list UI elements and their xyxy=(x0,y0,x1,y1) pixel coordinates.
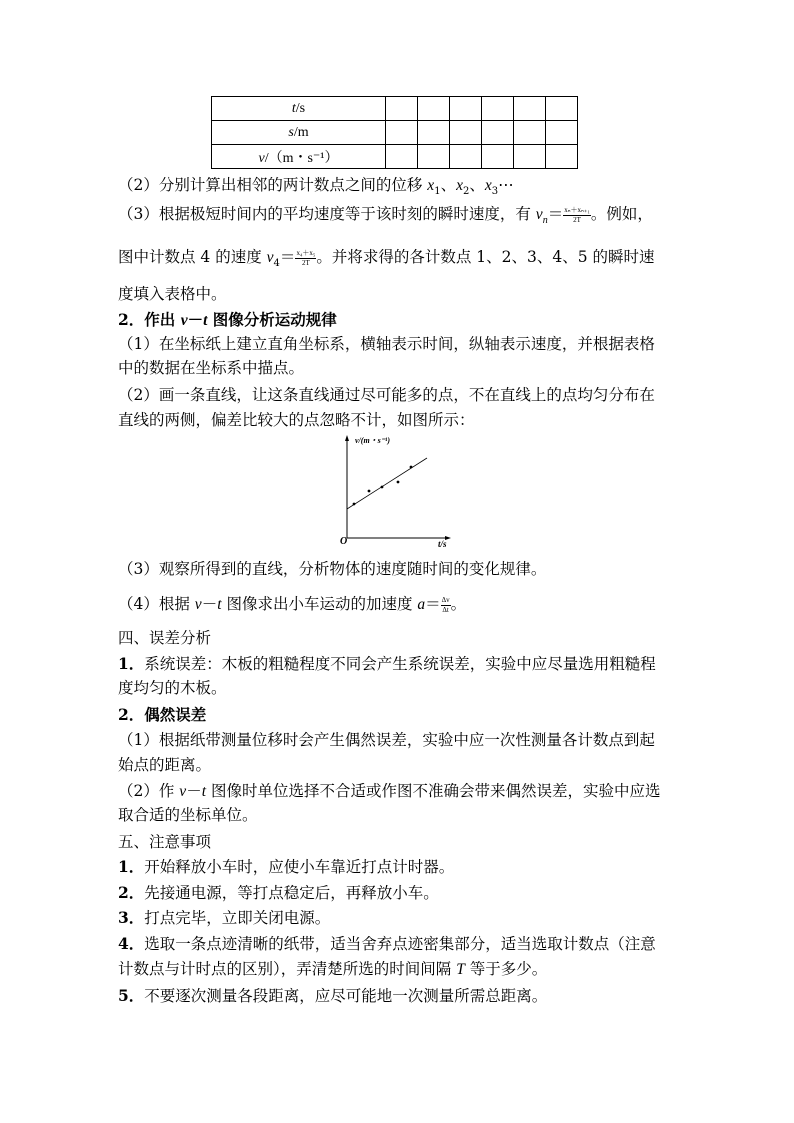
row-unit: /（m・s⁻¹） xyxy=(264,150,339,166)
item-text: 计数点与计时点的区别），弄清楚所选的时间间隔 xyxy=(118,960,457,978)
equals: ＝ xyxy=(547,205,564,223)
table-cell xyxy=(386,97,418,121)
graph-xlabel: t/s xyxy=(438,539,447,548)
table-row xyxy=(212,145,578,169)
s5-item-4-line-2 xyxy=(118,959,547,980)
item-number: 3． xyxy=(118,908,145,927)
table-row xyxy=(212,97,578,121)
table-cell xyxy=(514,97,546,121)
data-point xyxy=(368,490,371,493)
minus: － xyxy=(186,782,202,800)
vt-graph xyxy=(335,432,465,548)
v4-fraction xyxy=(295,249,316,268)
section-2-title xyxy=(118,310,337,331)
row-variable: s xyxy=(288,124,294,140)
para-middle: 图像求出小车运动的加速度 xyxy=(221,595,418,613)
table-cell xyxy=(546,145,578,169)
s2-para-6 xyxy=(118,594,466,615)
item-text: 打点完毕，立即关闭电源。 xyxy=(144,909,331,927)
sep-2: 、 xyxy=(469,176,485,194)
var-t: t xyxy=(217,596,222,613)
item-text: 开始释放小车时，应使小车靠近打点计时器。 xyxy=(144,858,455,876)
row-unit: /s xyxy=(295,100,306,116)
var-x1: x xyxy=(427,177,435,194)
data-point xyxy=(353,503,356,506)
data-point xyxy=(381,486,384,489)
sub-1: 1 xyxy=(434,186,441,198)
row-header xyxy=(212,145,386,169)
fill-table-line: 度填入表格中。 xyxy=(118,285,227,303)
section-5-heading: 五、注意事项 xyxy=(118,833,212,851)
period: 。 xyxy=(450,595,467,613)
table-cell xyxy=(386,121,418,145)
accel-fraction xyxy=(441,596,451,615)
item-number: 5． xyxy=(118,986,145,1005)
data-point xyxy=(410,466,413,469)
data-point xyxy=(397,481,400,484)
fit-line xyxy=(347,458,427,509)
s2-para-1: （1）在坐标纸上建立直角坐标系，横轴表示时间，纵轴表示速度，并根据表格 xyxy=(118,335,655,353)
item-number: 2． xyxy=(118,883,145,902)
title-prefix: 2．作出 xyxy=(118,310,181,329)
table-cell xyxy=(450,145,482,169)
row-unit: /m xyxy=(293,124,309,140)
item-text: 选取一条点迹清晰的纸带，适当舍弃点迹密集部分，适当选取计数点（注意 xyxy=(144,935,656,953)
table-cell xyxy=(386,145,418,169)
table-cell xyxy=(514,145,546,169)
s2-para-2: 中的数据在坐标系中描点。 xyxy=(118,359,305,377)
graph-ylabel: v/(m・s⁻¹) xyxy=(355,436,391,445)
row-header xyxy=(212,121,386,145)
table-cell xyxy=(482,97,514,121)
equals: ＝ xyxy=(425,595,441,613)
step-2-text: （2）分别计算出相邻的两计数点之间的位移 xyxy=(118,176,428,194)
graph-origin: O xyxy=(340,536,348,547)
s5-item-3 xyxy=(118,908,330,928)
s4-item-1-line-2: 度均匀的木板。 xyxy=(118,679,227,697)
var-t: t xyxy=(203,312,208,329)
var-v4: v xyxy=(266,249,274,266)
frac-den: 2T xyxy=(301,258,310,267)
sub-3: 3 xyxy=(491,186,499,198)
table-cell xyxy=(418,97,450,121)
var-T: T xyxy=(456,961,465,978)
equals: ＝ xyxy=(279,248,296,266)
table-cell xyxy=(546,97,578,121)
v4-text: 图中计数点 4 的速度 xyxy=(118,248,267,266)
frac-num: Δv xyxy=(441,595,450,604)
row-variable: v xyxy=(258,150,265,166)
s4-item-2-para-3 xyxy=(118,781,660,802)
para-suffix: 图像时单位选择不合适或作图不准确会带来偶然误差，实验中应选 xyxy=(206,782,661,800)
item-number: 1． xyxy=(118,857,145,876)
item-text: 系统误差：木板的粗糙程度不同会产生系统误差，实验中应尽量选用粗糙程 xyxy=(144,655,656,673)
s5-item-4-line-1 xyxy=(118,934,656,954)
s5-item-2 xyxy=(118,883,439,903)
table-cell xyxy=(418,145,450,169)
table-cell xyxy=(450,97,482,121)
sub-4: 4 xyxy=(273,258,280,270)
frac-num: x₄＋x₅ xyxy=(296,248,316,257)
var-x3: x xyxy=(484,177,492,194)
table-cell xyxy=(450,121,482,145)
s4-item-2-title: 2．偶然误差 xyxy=(118,705,207,724)
step-2-line xyxy=(118,175,514,202)
para-prefix: （2）作 xyxy=(118,782,180,800)
s2-para-5: （3）观察所得到的直线，分析物体的速度随时间的变化规律。 xyxy=(118,560,547,578)
frac-den: 2T xyxy=(573,215,581,224)
sub-2: 2 xyxy=(462,186,470,198)
s4-item-2-para-4: 取合适的坐标单位。 xyxy=(118,806,258,824)
y-axis-arrow xyxy=(345,435,349,441)
var-t: t xyxy=(201,783,207,800)
table-cell xyxy=(482,145,514,169)
table-cell xyxy=(482,121,514,145)
title-suffix: 图像分析运动规律 xyxy=(207,310,337,329)
step-3-tail: 。例如， xyxy=(590,205,653,223)
v4-line xyxy=(118,247,655,274)
s4-item-2-para-2: 始点的距离。 xyxy=(118,756,212,774)
ellipsis: ⋯ xyxy=(498,176,514,194)
var-v: v xyxy=(179,783,187,800)
s4-item-2-para-1: （1）根据纸带测量位移时会产生偶然误差，实验中应一次性测量各计数点到起 xyxy=(118,731,655,749)
var-v: v xyxy=(535,206,543,223)
var-v: v xyxy=(180,312,188,329)
s5-item-1 xyxy=(118,857,454,877)
var-v: v xyxy=(194,596,202,613)
item-text: 先接通电源，等打点稳定后，再释放小车。 xyxy=(144,884,439,902)
frac-den: Δt xyxy=(442,605,449,614)
s4-item-1-line-1 xyxy=(118,654,656,674)
var-x2: x xyxy=(456,177,463,194)
sep-1: 、 xyxy=(440,176,457,194)
section-4-heading: 四、误差分析 xyxy=(118,629,212,647)
sub-n: n xyxy=(542,215,548,227)
table-cell xyxy=(514,121,546,145)
var-a: a xyxy=(417,596,426,613)
row-header xyxy=(212,97,386,121)
data-table xyxy=(211,96,578,169)
para-prefix: （4）根据 xyxy=(118,595,195,613)
item-text: 不要逐次测量各段距离，应尽可能地一次测量所需总距离。 xyxy=(144,987,548,1005)
s2-para-4: 直线的两侧，偏差比较大的点忽略不计，如图所示： xyxy=(118,411,475,429)
s5-item-5 xyxy=(118,986,547,1006)
minus: － xyxy=(187,310,204,329)
item-tail: 等于多少。 xyxy=(464,960,548,978)
table-row xyxy=(212,121,578,145)
step-3-line xyxy=(118,204,653,231)
step-3-text: （3）根据极短时间内的平均速度等于该时刻的瞬时速度，有 xyxy=(118,205,536,223)
table-cell xyxy=(546,121,578,145)
row-variable: t xyxy=(291,100,296,116)
item-number: 1． xyxy=(118,654,145,673)
v4-tail: 。并将求得的各计数点 1、2、3、4、5 的瞬时速 xyxy=(316,248,655,266)
minus: － xyxy=(201,595,218,613)
frac-num: xₙ＋xₙ₊₁ xyxy=(564,205,590,214)
table-cell xyxy=(418,121,450,145)
vn-fraction xyxy=(563,206,591,225)
item-number: 4． xyxy=(118,934,145,953)
s2-para-3: （2）画一条直线，让这条直线通过尽可能多的点，不在直线上的点均匀分布在 xyxy=(118,386,655,404)
